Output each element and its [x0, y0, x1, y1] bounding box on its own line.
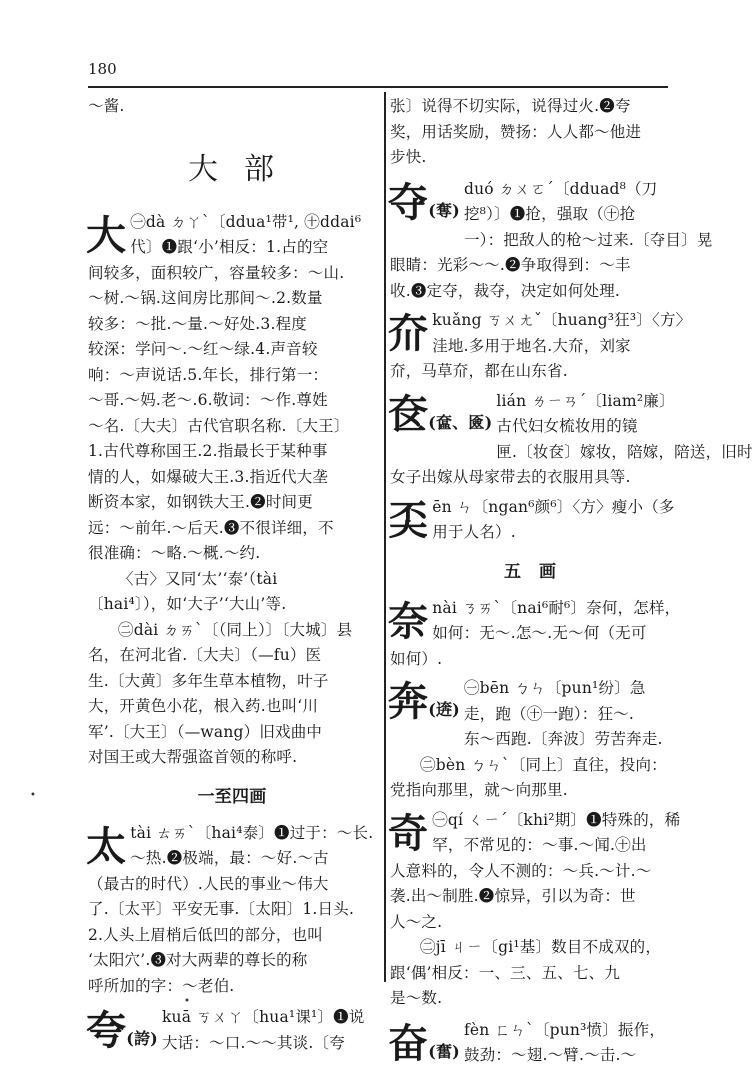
entry-line: kuā ㄎㄨㄚ〔hua¹课¹〕❶说 — [161, 1008, 365, 1026]
entry-line: 收.❸定夺，裁夺，决定如何处理. — [390, 281, 621, 300]
entry-line: 用于人名）. — [432, 523, 516, 541]
entry-line: 东～西跑.〔奔波〕劳苦奔走. — [463, 730, 663, 748]
entry-line: 响：～声说话.5.年长，排行第一： — [88, 365, 329, 384]
continued-line: 步快. — [390, 148, 427, 166]
entry-line: ～名.〔大夫〕古代官职名称.〔大王〕 — [88, 416, 350, 435]
headword-variant: (逩) — [428, 700, 460, 719]
continued-line: 张〕说得不切实际，说得过火.❷夸 — [390, 97, 631, 115]
entry-lian — [388, 389, 753, 491]
headword-variant: (奪) — [428, 200, 460, 220]
entry-qi — [388, 808, 681, 1012]
entry-line: 人～之. — [390, 912, 443, 931]
entry-line: ēn ㄣ〔ngan⁶颜⁶〕〈方〉瘦小（多 — [432, 497, 675, 516]
right-column — [388, 94, 753, 1074]
entry-line-gu: 〈古〉又同‘太’‘泰’（tài — [118, 569, 278, 588]
entry-line: 眼睛：光彩～～.❷争取得到：～丰 — [390, 256, 631, 274]
entry-line-ji: 是～数. — [390, 989, 443, 1007]
entry-line: 罕，不常见的：～事.～闻.㊉出 — [432, 836, 647, 854]
headword-qi: 奇 — [388, 809, 429, 857]
entry-line: ‘太阳穴’.❸对大两辈的尊长的称 — [88, 951, 308, 969]
column-divider — [384, 92, 386, 982]
entry-line: 较多：～批.～量.～好处.3.程度 — [88, 314, 307, 333]
sub-heading-5-strokes: 五画 — [504, 561, 574, 582]
entry-line-ji: 跟‘偶’相反：一、三、五、七、九 — [390, 963, 621, 982]
entry-line: 鼓劲：～翅.～臂.～击.～ — [463, 1046, 637, 1064]
entry-line: 人意料的，令人不测的：～兵.～计.～ — [390, 861, 652, 880]
headword-char: 奁 — [388, 390, 429, 438]
entry-line: 呼所加的字：～老伯. — [88, 976, 235, 995]
entry-line: 1.古代尊称国王.2.指最长于某种事 — [88, 442, 328, 460]
headword-kuang: 夼 — [388, 310, 429, 357]
headword-en: 奀 — [388, 496, 429, 544]
headword-nai: 奈 — [388, 597, 429, 645]
entry-line: ～哥.～妈.老～.6.敬词：～作.尊姓 — [88, 391, 328, 409]
entry-line: kuǎng ㄎㄨㄤˇ〔huang³狂³〕〈方〉 — [432, 311, 692, 329]
sub-heading-1-4-strokes: 一至四画 — [197, 786, 267, 807]
headword-char: 奋 — [388, 1019, 429, 1067]
entry-line: 很准确：～略.～概.～约. — [88, 544, 261, 562]
entry-line: 如何）. — [390, 649, 443, 668]
entry-line: ㊀dà ㄉㄚ`〔ddua¹带¹, ㊉ddai⁶ — [130, 212, 362, 231]
entry-line: 较深：学问～.～红～绿.4.声音较 — [88, 340, 318, 358]
headword-da: 大 — [86, 211, 127, 259]
headword-char: 夸 — [86, 1007, 127, 1054]
entry-kuang — [388, 308, 692, 385]
entry-line: lián ㄌㄧㄢˊ〔liam²廉〕 — [496, 391, 675, 410]
entry-line: 女子出嫁从母家带去的衣服用具等. — [390, 468, 631, 486]
entry-line: duó ㄉㄨㄛˊ〔dduad⁸（刀 — [463, 179, 658, 198]
entry-ben — [390, 676, 670, 804]
entry-kua — [88, 1005, 376, 1056]
entry-line: ～热.❷极端，最：～好.～古 — [130, 849, 329, 867]
headword-kua — [86, 1009, 158, 1061]
entry-line: 间较多，面积较广，容量较多：～山. — [88, 263, 345, 282]
headword-char: 夺 — [388, 178, 429, 226]
entry-line: 代〕❶跟‘小’相反：1.占的空 — [130, 238, 329, 256]
entry-line: ㊀qí ㄑㄧˊ〔khi²期〕❶特殊的，稀 — [432, 810, 681, 829]
entry-line: 夼，马草夼，都在山东省. — [390, 362, 568, 380]
entry-line: nài ㄋㄞ`〔nai⁶耐⁶〕奈何，怎样， — [432, 598, 681, 617]
entry-line: 了.〔太平〕平安无事.〔太阳〕1.日头. — [88, 900, 355, 918]
entry-line-dai: 大，开黄色小花，根入药.也叫‘川 — [88, 697, 319, 715]
entry-line-dai: 对国王或大帮强盗首领的称呼. — [88, 748, 298, 766]
entry-line-ji: ㊁jī ㄐㄧ〔gi¹基〕数目不成双的， — [420, 938, 662, 956]
entry-line: tài ㄊㄞ`〔hai⁴泰〕❶过于：～长. — [130, 823, 374, 842]
entry-line: 挖⁸）〕❶抢，强取（㊉抢 — [463, 205, 636, 223]
left-column — [88, 94, 376, 1061]
page-number: 180 — [88, 60, 117, 78]
entry-line: 大话：～口.～～其谈.〔夸 — [161, 1033, 345, 1052]
entry-line: fèn ㄈㄣ`〔pun³愤〕振作， — [463, 1020, 666, 1039]
continued-line: 奖，用话奖励，赞扬：人人都～他进 — [390, 122, 642, 141]
scan-speck: • — [30, 790, 36, 801]
headword-tai: 太 — [86, 822, 127, 870]
entry-en — [388, 495, 675, 546]
entry-nai — [388, 596, 681, 673]
headword-ben — [388, 680, 460, 732]
headword-variant: (奮) — [428, 1041, 460, 1061]
headword-char: 奔 — [388, 678, 429, 725]
headword-variant: (誇) — [126, 1029, 158, 1048]
entry-line: 匣.〔妆奁〕嫁妆，陪嫁，陪送，旧时 — [496, 442, 753, 461]
entry-fen — [390, 1018, 670, 1069]
entry-tai — [88, 821, 376, 1000]
entry-line: 断资本家，如钢铁大王.❷时间更 — [88, 493, 313, 511]
headword-duo — [388, 178, 460, 233]
headword-variant: (奩、匳) — [428, 412, 493, 432]
entry-duo — [388, 177, 713, 305]
entry-line: 走，跑（㊉一跑）：狂～. — [463, 704, 635, 723]
entry-line: 如何：无～.怎～.无～何（无可 — [432, 624, 647, 642]
section-title: 大部 — [188, 151, 300, 187]
headword-lian — [388, 390, 493, 445]
entry-line-dai: ㊁dài ㄉㄞ`〔（同上）〕〔大城〕县 — [118, 620, 353, 639]
entry-line-dai: 军’.〔大王〕（—wang）旧戏曲中 — [88, 722, 323, 741]
entry-line-gu: 〔hai⁴〕），如‘大子’‘大山’等. — [88, 595, 287, 613]
entry-line-ben4: ㊁bèn ㄅㄣ`〔同上〕直往，投向： — [420, 755, 667, 774]
entry-line: 远：～前年.～后天.❸不很详细，不 — [88, 518, 334, 537]
entry-line: （最古的时代）.人民的事业～伟大 — [88, 874, 329, 893]
entry-line: 情的人，如爆破大王.3.指近代大垄 — [88, 467, 329, 486]
entry-line: 2.人头上眉梢后低凹的部分，也叫 — [88, 925, 323, 944]
entry-line-dai: 名，在河北省.〔大夫〕（—fu）医 — [88, 646, 322, 664]
entry-line: 袭.出～制胜.❷惊异，引以为奇：世 — [390, 887, 636, 905]
top-rule — [88, 86, 668, 88]
entry-line-ben4: 党指向那里，就～向那里. — [390, 781, 568, 799]
entry-line: 古代妇女梳妆用的镜 — [496, 417, 638, 435]
entry-da — [88, 210, 376, 771]
entry-line: ㊀bēn ㄅㄣ〔pun¹纷〕急 — [463, 679, 646, 697]
headword-fen — [388, 1019, 460, 1074]
entry-line-dai: 生.〔大黄〕多年生草本植物，叶子 — [88, 671, 329, 690]
entry-line: 一）：把敌人的枪～过来.〔夺目〕晃 — [463, 230, 713, 249]
entry-line: 洼地.多用于地名.大夼，刘家 — [432, 336, 631, 355]
scan-speck: • — [184, 996, 190, 1007]
prev-entry-tail: ～酱. — [88, 97, 125, 115]
entry-line: ～树.～锅.这间房比那间～.2.数量 — [88, 289, 323, 307]
